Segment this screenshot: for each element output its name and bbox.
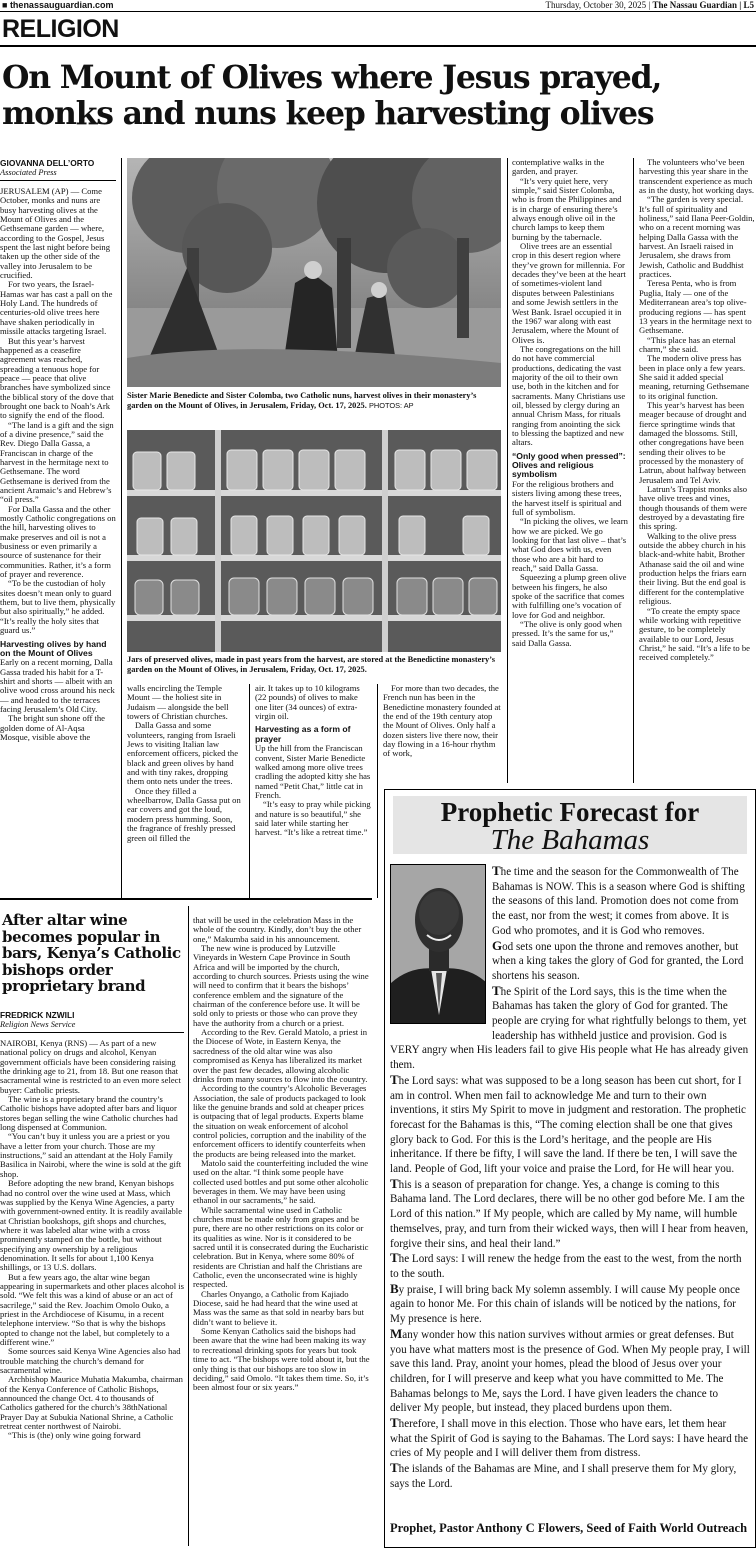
paragraph: According to the country’s Alcoholic Beverages Association, the sale of products packaged to look like the genuine brands and sold at cheaper prices is outpacing that of legal products. Experts blame the situation on weak enforcement of alcohol control policies, corruption and the inability of the enforcement officers to identify counterfeits when the products are being released into the market.	[193, 1083, 367, 1159]
paragraph-list	[255, 684, 371, 721]
paragraph: Once they filled a wheelbarrow, Dalla Gassa put on ear covers and got the loud, modern press humming. Soon, the fragrance of freshly pressed green oil filled the	[127, 785, 241, 843]
initial-letter: T	[390, 1071, 399, 1087]
paragraph: “It’s very quiet here, very simple,” said Sister Colomba, who is from the Philippines and is in charge of ensuring there’s always enough olive oil in the church lamps to keep them burning by the tabernacle.	[512, 175, 622, 242]
paragraph: But this year’s harvest happened as a ceasefire agreement was reached, spreading a tenuous hope for peace — peace that olive branches have symbolized since the biblical story of the dove that brought one back to Noah’s Ark to signify the end of the flood.	[0, 335, 114, 421]
paragraph: “The land is a gift and the sign of a divine presence,” said the Rev. Diego Dalla Gassa, a Franciscan in charge of the harvest in the hermitage next to Gethsemane. The word Gethsemane is derived from the ancient Aramaic’s and Hebrew’s “oil press.”	[0, 419, 114, 505]
byline-author: GIOVANNA DELL’ORTO	[0, 158, 95, 168]
subheading: Harvesting olives by hand on the Mount of Olives	[0, 638, 107, 658]
portrait-spacer	[390, 864, 492, 1029]
paragraph-list	[639, 158, 755, 663]
paragraph: Teresa Penta, who is from Puglia, Italy — one of the Mediterranean area’s top olive-producing regions — has spent 13 years in the hermitage next to Gethsemane.	[639, 278, 752, 336]
paragraph: “It’s easy to pray while picking and nature is so beautiful,” she said later while starting her harvest. “It’s like a retreat time.”	[255, 799, 371, 838]
initial-letter: T	[492, 863, 501, 878]
photo-olive-jars	[127, 430, 501, 652]
forecast-title	[393, 796, 747, 854]
photo-jars-image	[127, 430, 501, 652]
prophetic-forecast-box	[384, 789, 756, 1548]
photo1-caption	[127, 391, 501, 410]
paragraph-list	[383, 684, 501, 759]
byline-agency: Associated Press	[0, 168, 116, 181]
article2-column-1	[0, 1010, 184, 1548]
paper-name: The Nassau Guardian	[652, 0, 737, 10]
paragraph: Before adopting the new brand, Kenyan bishops had no control over the wine used at Mass, which was supplied by the Kenya Wine Agencies, a party with government-owned entity. It is readily available at Christian bookshops, gift shops and churches, where it was labeled altar wine with a cross prominently stamped on the bottle, but without specifying any ownership by a religious denomination. It sells for about 1,100 Kenya shillings, or 13 U.S. dollars.	[0, 1178, 183, 1273]
paragraph: Some Kenyan Catholics said the bishops had been aware that the wine had been making its way to recreational drinking spots for years but took time to act. “The bishops were told about it, but the only thing is that our bishops are too slow in deciding,” said Omolo. “It takes them time. So, it’s been almost four or six years.”	[193, 1326, 370, 1393]
paragraph-text: he time and the season for the Commonwealth of The Bahamas is NOW. This is a season where God is shifting the seasons of this land. Promotion does not come from the east, nor from the west; it comes from above. It is God who promotes, and it is God who removes.	[492, 866, 745, 937]
article-column-6	[639, 158, 755, 783]
forecast-paragraph	[390, 1177, 750, 1252]
column-divider	[633, 158, 634, 783]
paragraph: “The olive is only good when pressed. It’s the same for us,” said Dalla Gassa.	[512, 619, 622, 648]
paragraph: “You can’t buy it unless you are a priest or you have a letter from your church. Those are my instructions,” said an attendant at the Holy Family Basilica in Nairobi, where the wine is sold at the gift shop.	[0, 1131, 182, 1179]
paragraph: For more than two decades, the French nun has been in the Benedictine monastery founded at the end of the 19th century atop the Mount of Olives. Only half a dozen sisters live there now, their day flowing in a 16-hour rhythm of work,	[383, 684, 501, 759]
column-divider	[507, 158, 508, 783]
article-headline	[2, 60, 754, 132]
initial-letter: M	[390, 1325, 403, 1341]
paragraph-list	[512, 158, 628, 448]
photo-nuns-harvesting	[127, 158, 501, 387]
paragraph-text: his is a season of preparation for change. Yes, a change is coming to this Bahama land. The Lord declares, there will be no other god before Me. I am the Lord of this nation.” If My people, which are called by My name, will humble themselves, pray, and turn from their wicked ways, then will I hear from heaven, forgive their sins, and heal their land.”	[390, 1178, 749, 1250]
paragraph: Olive trees are an essential crop in this desert region where they’ve grown for millennia. For decades they’ve been at the heart of sometimes-violent land disputes between Palestinians and some Jewish settlers in the West Bank. Israel occupied it in the 1967 war along with east Jerusalem, where the Mount of Olives is.	[512, 241, 626, 345]
paragraph: “The garden is very special. It’s full of spirituality and holiness,” said Ilana Peer-Goldin, who on a recent morning was helping Dalla Gassa with the harvest. An Israeli raised in Jerusalem, she draws from Jewish, Catholic and Buddhist practices.	[639, 194, 755, 280]
forecast-title-line-1: Prophetic Forecast for	[440, 797, 700, 827]
paragraph-text: he Lord says: what was supposed to be a long season has been cut short, for I am in control. When men fail to acknowledge Me and turn to their own inventions, it stirs My Spirit to move in judgment and restoration. The prophetic forecast for the Bahamas is this, “The coming election shall be one that gives glory back to God. For this is the Lord’s heritage, and the people are His inheritance. If there be fifty, I will save the land. If there be ten, I will save the land. People of God, lift your voice and praise the Lord, for He will hear you.	[390, 1074, 746, 1176]
paragraph: For two years, the Israel-Hamas war has cast a pall on the Holy Land. The hundreds of centuries-old olive trees here have shaken periodically in missile attacks targeting Israel.	[0, 279, 113, 337]
forecast-paragraph	[390, 1327, 750, 1416]
paragraph: Charles Onyango, a Catholic from Kajiado Diocese, said he had heard that the wine used at Mass was the same as that sold in nearby bars but didn’t want to believe it.	[193, 1288, 364, 1327]
paragraph: Matolo said the counterfeiting included the wine used on the altar. “I think some people have collected used bottles and put some other alcoholic beverages in them. We may have been using ethanol in our sacraments,” he said.	[193, 1157, 369, 1206]
paragraph: NAIROBI, Kenya (RNS) — As part of a new national policy on drugs and alcohol, Kenyan government officials have been considering raising the drinking age to 21, from 18. But one reason that sacramental wine is restricted to an even more select buyer: Catholic priests.	[0, 1038, 181, 1095]
paragraph: The new wine is produced by Lutzville Vineyards in Western Cape Province in South Africa and will be imported by the church, according to church sources. Priests using the wine will need to confirm that it bears the bishops’ conference emblem and the signature of the chairman of the conference before use. It will be sold only to priests or those who can prove they have the authority from a church or a priest.	[193, 943, 369, 1028]
paragraph: While sacramental wine used in Catholic churches must be made only from grapes and be pure, there are no other restrictions on its color or its qualities as wine. Nor is it considered to be sacred until it is consecrated during the Eucharistic celebration. But in Kenya, where some 80% of residents are Christian and half the Christians are Catholic, even the unconsecrated wine is highly respected.	[193, 1204, 369, 1290]
paragraph: The bright sun shone off the golden dome of Al-Aqsa Mosque, visible above the	[0, 713, 105, 743]
headline-line-2: monks and nuns keep harvesting olives	[2, 95, 654, 132]
paragraph: The wine is a proprietary brand the country’s Catholic bishops have adopted after bars and liquor stores began selling the wine Catholic churches had long dispensed at Communion.	[0, 1094, 178, 1133]
paragraph: “This place has an eternal charm,” she said.	[639, 334, 736, 354]
photo2-caption: Jars of preserved olives, made in past years from the harvest, are stored at the Benedictine monastery’s garden on the Mount of Olives, in Jerusalem, Friday, Oct. 17, 2025.	[127, 655, 495, 674]
paragraph: Up the hill from the Franciscan convent, Sister Marie Benedicte walked among more olive trees cradling the adopted kitty she has named “Petit Chat,” little cat in French.	[255, 743, 371, 800]
article-column-3	[255, 684, 371, 898]
forecast-signature: Prophet, Pastor Anthony C Flowers, Seed of Faith World Outreach	[390, 1521, 748, 1535]
paragraph: “To be the custodian of holy sites doesn’t mean only to guard them, but to live them, physically but also spiritually,” he added. “It’s really the holy sites that guard us.”	[0, 578, 116, 636]
paragraph-list	[0, 187, 116, 636]
site-url-text: thenassauguardian.com	[9, 0, 114, 10]
paragraph-text: he islands of the Bahamas are Mine, and I shall preserve them for My glory, says the Lord.	[390, 1463, 737, 1490]
paragraph-list	[255, 744, 371, 837]
forecast-paragraph	[390, 1073, 750, 1177]
subheading: “Only good when pressed”: Olives and religious symbolism	[512, 450, 626, 480]
initial-letter: T	[390, 1175, 399, 1191]
forecast-paragraph	[390, 1282, 750, 1327]
article2-headline: After altar wine becomes popular in bars, Kenya’s Catholic bishops order proprietary brand	[2, 911, 181, 995]
column-divider	[121, 158, 122, 898]
initial-letter: T	[390, 1460, 399, 1476]
site-url[interactable]: ■ thenassauguardian.com	[2, 0, 114, 10]
paragraph-list	[512, 480, 628, 648]
paragraph-list	[193, 916, 371, 1393]
paragraph: walls encircling the Temple Mount — the holiest site in Judaism — alongside the bell towers of Christian churches.	[127, 684, 229, 722]
page-number: | L5	[739, 0, 754, 10]
initial-letter: T	[390, 1415, 399, 1431]
paragraph: Squeezing a plump green olive between his fingers, he also spoke of the sacrifice that comes with fulfilling one’s vocation of love for God and neighbor.	[512, 572, 627, 620]
column-divider	[249, 684, 250, 898]
column-divider	[188, 906, 189, 1546]
section-title: RELIGION	[2, 15, 119, 43]
paragraph: Early on a recent morning, Dalla Gassa traded his habit for a T-shirt and shorts — albeit with an olive wood cross around his neck — and headed to the terraces facing Jerusalem’s Old City.	[0, 657, 115, 715]
headline-line-1: On Mount of Olives where Jesus prayed,	[2, 59, 662, 96]
forecast-paragraph	[390, 1251, 750, 1281]
page-header	[0, 0, 756, 12]
paragraph: contemplative walks in the garden, and prayer.	[512, 158, 605, 177]
byline-author: FREDRICK NZWILI	[0, 1010, 75, 1020]
forecast-paragraph	[390, 1461, 750, 1491]
paragraph: air. It takes up to 10 kilograms (22 pounds) of olives to make one liter (34 ounces) of extra-virgin oil.	[255, 684, 360, 722]
forecast-title-line-2: The Bahamas	[490, 824, 650, 856]
article-column-2	[127, 684, 243, 898]
paragraph: “To create the empty space while working with repetitive gesture, to be completely available to our Lord, Jesus Christ,” he said. “It’s a life to be received completely.”	[639, 605, 750, 663]
paragraph-list	[0, 1039, 184, 1441]
paragraph: Some sources said Kenya Wine Agencies also had trouble matching the church’s demand for sacramental wine.	[0, 1346, 181, 1376]
paragraph: This year’s harvest has been meager because of drought and fierce springtime winds that damaged the blossoms. Still, other congregations have been sending their olives to be processed by the monastery of Latrun, about halfway between Jerusalem and Tel Aviv.	[639, 399, 747, 485]
paragraph: For Dalla Gassa and the other mostly Catholic congregations on the hill, harvesting olives to make preserves and oil is not a business or even primarily a source of sustenance for their communities. Rather, it’s a form of prayer and reverence.	[0, 503, 116, 580]
paragraph: The modern olive press has been in place only a few years. She said it added special meaning, returning Gethsemane to its original function.	[639, 353, 750, 401]
paragraph: The volunteers who’ve been harvesting this year share in the transcendent experience as much as in the dusty, hot working days.	[639, 158, 754, 196]
article-column-1	[0, 158, 116, 898]
paragraph-text: he Spirit of the Lord says, this is the time when the Bahamas has taken the glory of God for granted. The people are crying for what rightfully belongs to them, yet leadership has withheld justice and provision. God is VERY angry when His leaders fail to give His people what He has already given them.	[390, 985, 749, 1072]
paragraph: The congregations on the hill do not have commercial productions, dedicating the vast majority of the oil to their own use, both in the kitchen and for sacraments. Many Christians use oil, blessed by clergy during an annual Chrism Mass, for rituals ranging from anointing the sick to blessing the baptized and new altars.	[512, 343, 626, 448]
paragraph: “This is (the) only wine going forward	[8, 1430, 141, 1441]
subheading: Harvesting as a form of prayer	[255, 724, 351, 744]
article-column-5	[512, 158, 628, 783]
initial-letter: T	[492, 982, 501, 998]
article2-column-2	[193, 916, 371, 1548]
paragraph-list	[0, 658, 116, 742]
paragraph: that will be used in the celebration Mass in the whole of the country. Kindly, don’t buy the other one,” Makumba said in his announcement.	[193, 916, 362, 944]
paragraph: For the religious brothers and sisters living among these trees, the harvest itself is spiritual and full of symbolism.	[512, 478, 622, 517]
paragraph: But a few years ago, the altar wine began appearing in supermarkets and other places alcohol is sold. “We felt this was a kind of abuse or an act of sacrilege,” said the Rev. Joachim Omolo Ouko, a priest in the Archdiocese of Kisumu, in a recent telephone interview. “So that is why the bishops opted to change not the label, but completely to a different wine.”	[0, 1271, 184, 1347]
issue-info	[546, 0, 754, 11]
column-divider	[377, 684, 378, 898]
paragraph: JERUSALEM (AP) — Come October, monks and nuns are busy harvesting olives at the Mount of Olives and the Gethsemane garden — where, according to the Gospel, Jesus spent the last night before being taken up the other side of the valley into Jerusalem to be crucified.	[0, 186, 111, 281]
paragraph-text: any wonder how this nation survives without armies or great defenses. But you have what matters most is the presence of God. When My people pray, I will save this land. Pray, anoint your homes, plead the blood of Jesus over your children, for I will preserve and keep what you have committed to Me. The Bahamas belongs to Me, says the Lord. I have given leaders the chance to deliver My people, but instead, they placed burdens upon them.	[390, 1328, 750, 1415]
paragraph-text: he Lord says: I will renew the hedge from the east to the west, from the north to the south.	[390, 1253, 742, 1280]
photo-nuns-image	[127, 158, 501, 387]
photo1-caption-text: Sister Marie Benedicte and Sister Colomba, two Catholic nuns, harvest olives in their monastery’s garden on the Mount of Olives, in Jerusalem, Friday, Oct. 17, 2025.	[127, 391, 477, 410]
issue-date: Thursday, October 30, 2025 |	[545, 0, 651, 10]
paragraph-list	[127, 684, 243, 843]
article-column-4	[383, 684, 501, 784]
photo-credit: PHOTOS: AP	[368, 400, 414, 410]
section-rule	[0, 45, 756, 47]
article-divider	[0, 898, 372, 900]
paragraph: Dalla Gassa and some volunteers, ranging from Israeli Jews to visiting Italian law enforcement officers, picked the black and green olives by hand and with tiny rakes, dropping them onto nets under the trees.	[127, 720, 239, 787]
paragraph-text: herefore, I shall move in this election. Those who have ears, let them hear what the Spirit of God is saying to the Bahamas. The Lord says: I have heard the cries of My people and I will deliver them from distress.	[390, 1418, 749, 1460]
initial-letter: G	[492, 937, 503, 953]
paragraph: “In picking the olives, we learn how we are picked. We go looking for that last olive – that’s what God does with us, even those who are a bit hard to reach,” said Dalla Gassa.	[512, 516, 628, 573]
forecast-paragraph	[390, 1416, 750, 1461]
paragraph: Walking to the olive press outside the abbey church in his black-and-white habit, Brother Athanase said the oil and wine production helps the friars earn their living. But the end goal is different for the contemplative religious.	[639, 530, 747, 607]
paragraph: Latrun’s Trappist monks also have olive trees and vines, though thousands of them were destroyed by a devastating fire this spring.	[639, 484, 748, 532]
initial-letter: T	[390, 1250, 399, 1266]
initial-letter: B	[390, 1280, 399, 1296]
paragraph: Archbishop Maurice Muhatia Makumba, chairman of the Kenya Conference of Catholic Bishops, announced the change Oct. 4 to thousands of Catholics gathered for the church’s 38thNational Prayer Day at Subukia National Shrine, a Catholic retreat center northwest of Nairobi.	[0, 1374, 183, 1432]
paragraph-text: y praise, I will bring back My solemn assembly. I will cause My people once again to honor Me. For this chain of islands will be noticed by the nations, for My presence is here.	[390, 1283, 740, 1326]
forecast-body	[390, 864, 750, 1492]
paragraph-text: od sets one upon the throne and removes another, but when a king takes the glory of God for granted, the Lord shortens his season.	[492, 940, 744, 982]
byline-agency: Religion News Service	[0, 1020, 184, 1033]
paragraph: According to the Rev. Gerald Matolo, a priest in the Diocese of Wote, in Eastern Kenya, the sacredness of the old altar wine was also compromised as Kenya has liberalized its market over the past few decades, allowing alcoholic drinks from many sources to flow into the country.	[193, 1027, 368, 1084]
